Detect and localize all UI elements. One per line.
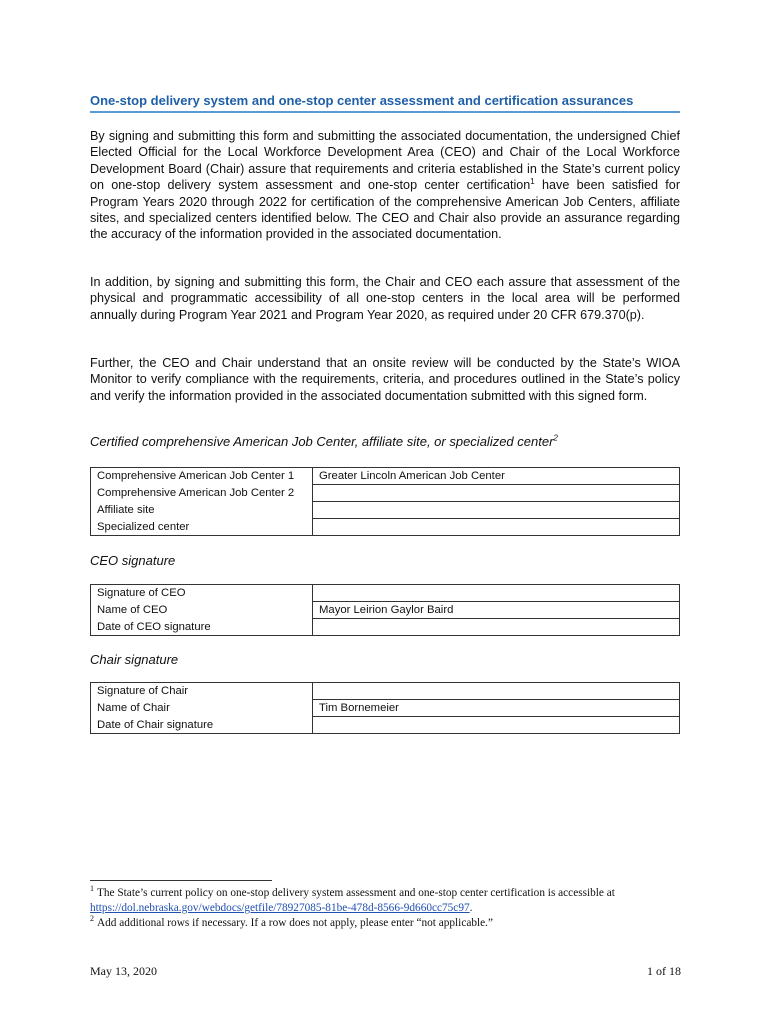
paragraph-assurance-text-a: By signing and submitting this form and submitting the associated documentation, the undersigned Chief Elected Official for the Local Workforce Development Area (CEO) and Chair of the Local Workforce Development Board (Chair) assure that requirements and criteria established in the State’s current policy on one-stop delivery system assessment and one-stop center certification: [90, 129, 680, 193]
row-label: Affiliate site: [91, 502, 313, 519]
centers-heading: [90, 434, 558, 449]
policy-link[interactable]: https://dol.nebraska.gov/webdocs/getfile/78927085-81be-478d-8566-9d660cc75c97: [90, 902, 470, 914]
row-label: Specialized center: [91, 519, 313, 536]
table-row: [91, 717, 680, 734]
centers-table: [90, 467, 680, 536]
table-row: [91, 519, 680, 536]
table-row: [91, 502, 680, 519]
row-label: Date of CEO signature: [91, 619, 313, 636]
center-2-field[interactable]: [313, 485, 680, 502]
affiliate-site-field[interactable]: [313, 502, 680, 519]
footnote-1-text: The State’s current policy on one-stop delivery system assessment and one-stop center certification is accessible at: [97, 887, 615, 899]
chair-name-field[interactable]: Tim Bornemeier: [313, 700, 680, 717]
paragraph-onsite-review: Further, the CEO and Chair understand that an onsite review will be conducted by the State’s WIOA Monitor to verify compliance with the requirements, criteria, and procedures outlined in the State’s policy and verify the information provided in the associated documentation submitted with this signed form.: [90, 356, 680, 403]
row-label: Signature of CEO: [91, 585, 313, 602]
ceo-table: [90, 584, 680, 636]
ceo-date-field[interactable]: [313, 619, 680, 636]
table-row: [91, 683, 680, 700]
row-label: Name of Chair: [91, 700, 313, 717]
table-row: [91, 602, 680, 619]
paragraph-assurance-text-b: have been satisfied for Program Years 2020 through 2022 for certification of the comprehensive American Job Centers, affiliate sites, and specialized centers identified below. The CEO and Chair also provide an assurance regarding the accuracy of the information provided in the associated documentation.: [90, 178, 681, 242]
table-row: [91, 485, 680, 502]
paragraph-accessibility: In addition, by signing and submitting this form, the Chair and CEO each assure that assessment of the physical and programmatic accessibility of all one-stop centers in the local area will be performed annually during Program Year 2021 and Program Year 2020, as required under 20 CFR 679.370(p).: [90, 275, 680, 322]
footnote-2-number: 2: [90, 914, 94, 924]
page-number: 1 of 18: [647, 964, 681, 978]
footnote-1-end: .: [469, 902, 473, 914]
ceo-name-field[interactable]: Mayor Leirion Gaylor Baird: [313, 602, 680, 619]
row-label: Comprehensive American Job Center 1: [91, 468, 313, 485]
chair-date-field[interactable]: [313, 717, 680, 734]
footnote-1-number: 1: [90, 884, 94, 894]
ceo-signature-field[interactable]: [313, 585, 680, 602]
center-1-field[interactable]: Greater Lincoln American Job Center: [313, 468, 680, 485]
page-title: One-stop delivery system and one-stop center assessment and certification assurances: [90, 93, 680, 113]
footnote-1: [90, 886, 690, 916]
chair-signature-field[interactable]: [313, 683, 680, 700]
table-row: [91, 700, 680, 717]
ceo-heading: CEO signature: [90, 553, 176, 568]
row-label: Comprehensive American Job Center 2: [91, 485, 313, 502]
footnote-2: [90, 916, 690, 931]
chair-heading: Chair signature: [90, 652, 179, 667]
row-label: Date of Chair signature: [91, 717, 313, 734]
specialized-center-field[interactable]: [313, 519, 680, 536]
footnote-2-text: Add additional rows if necessary. If a row does not apply, please enter “not applicable.”: [97, 917, 493, 929]
table-row: [91, 468, 680, 485]
table-row: [91, 585, 680, 602]
footnote-ref-1: 1: [530, 177, 535, 187]
table-row: [91, 619, 680, 636]
row-label: Signature of Chair: [91, 683, 313, 700]
paragraph-assurance: [90, 128, 680, 243]
footer-date: May 13, 2020: [90, 964, 157, 978]
chair-table: [90, 682, 680, 734]
footnotes: [90, 886, 690, 931]
row-label: Name of CEO: [91, 602, 313, 619]
footnote-ref-2: 2: [553, 433, 558, 443]
footnote-divider: [90, 880, 272, 881]
centers-heading-text: Certified comprehensive American Job Center, affiliate site, or specialized center: [90, 434, 554, 449]
